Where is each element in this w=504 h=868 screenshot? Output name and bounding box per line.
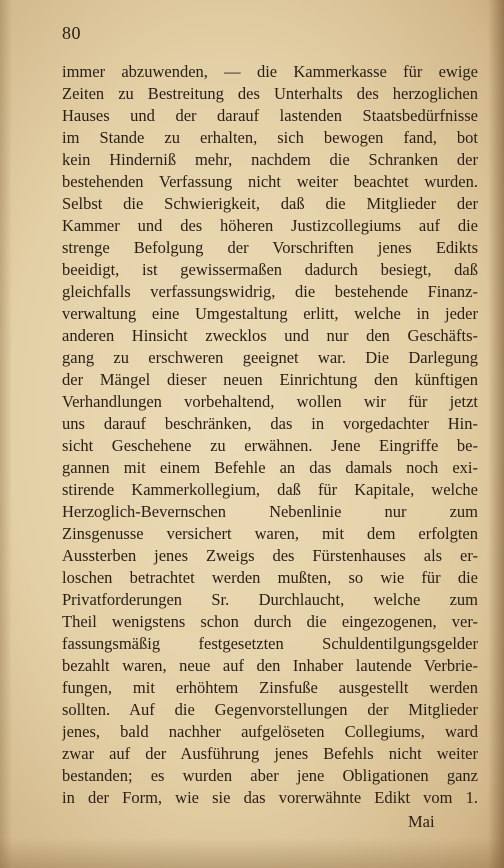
text-line: fungen, mit erhöhtem Zinsfuße ausgestellt werden — [62, 678, 478, 697]
text-line: sollten. Auf die Gegenvorstellungen der Mitglieder — [62, 700, 478, 719]
text-line: Theil wenigstens schon durch die eingezogenen, ver- — [62, 612, 478, 631]
text-line: uns darauf beschränken, das in vorgedachter Hin- — [62, 414, 478, 433]
text-line: bezahlt waren, neue auf den Inhaber lautende Verbrie- — [62, 656, 478, 675]
text-line: der Mängel dieser neuen Einrichtung den künftigen — [62, 370, 478, 389]
text-line: anderen Hinsicht zwecklos und nur den Geschäfts- — [62, 326, 478, 345]
text-line: gang zu erschweren geeignet war. Die Darlegung — [62, 348, 478, 367]
text-line: sicht Geschehene zu erwähnen. Jene Eingriffe be- — [62, 436, 478, 455]
text-line: Verhandlungen vorbehaltend, wollen wir für jetzt — [62, 392, 478, 411]
text-line: Zeiten zu Bestreitung des Unterhalts des herzoglichen — [62, 84, 478, 103]
page-edge-bottom — [0, 838, 504, 868]
text-line: verwaltung eine Umgestaltung erlitt, welche in jeder — [62, 304, 478, 323]
text-line: zwar auf der Ausführung jenes Befehls nicht weiter — [62, 744, 478, 763]
page-edge-left — [0, 0, 12, 868]
text-line: fassungsmäßig festgesetzten Schuldentilgungsgelder — [62, 634, 478, 653]
text-line: strenge Befolgung der Vorschriften jenes Edikts — [62, 238, 478, 257]
text-line: gannen mit einem Befehle an das damals noch exi- — [62, 458, 478, 477]
page-edge-right — [488, 0, 504, 868]
text-line: gleichfalls verfassungswidrig, die bestehende Finanz- — [62, 282, 478, 301]
text-line: Aussterben jenes Zweigs des Fürstenhauses als er- — [62, 546, 478, 565]
text-line: Zinsgenusse versichert waren, mit dem erfolgten — [62, 524, 478, 543]
text-line: Herzoglich-Bevernschen Nebenlinie nur zum — [62, 502, 478, 521]
text-line: immer abzuwenden, — die Kammerkasse für ewige — [62, 62, 478, 81]
text-line: bestehenden Verfassung nicht weiter beachtet wurden. — [62, 172, 478, 191]
text-line: Hauses und der darauf lastenden Staatsbedürfnisse — [62, 106, 478, 125]
page-number: 80 — [62, 23, 81, 43]
text-line: loschen betrachtet werden mußten, so wie für die — [62, 568, 478, 587]
text-line: beeidigt, ist gewissermaßen dadurch besiegt, daß — [62, 260, 478, 279]
text-line: in der Form, wie sie das vorerwähnte Edikt vom 1. — [62, 788, 478, 807]
text-line: Privatforderungen Sr. Durchlaucht, welche zum — [62, 590, 478, 609]
text-line: Kammer und des höheren Justizcollegiums auf die — [62, 216, 478, 235]
body-text — [62, 61, 478, 809]
text-line: jenes, bald nachher aufgelöseten Collegiums, ward — [62, 722, 478, 741]
text-line: kein Hinderniß mehr, nachdem die Schranken der — [62, 150, 478, 169]
catchword: Mai — [408, 812, 435, 831]
text-line: bestanden; es wurden aber jene Obligationen ganz — [62, 766, 478, 785]
text-line: Selbst die Schwierigkeit, daß die Mitglieder der — [62, 194, 478, 213]
text-line: im Stande zu erhalten, sich bewogen fand, bot — [62, 128, 478, 147]
text-line: stirende Kammerkollegium, daß für Kapitale, welche — [62, 480, 478, 499]
